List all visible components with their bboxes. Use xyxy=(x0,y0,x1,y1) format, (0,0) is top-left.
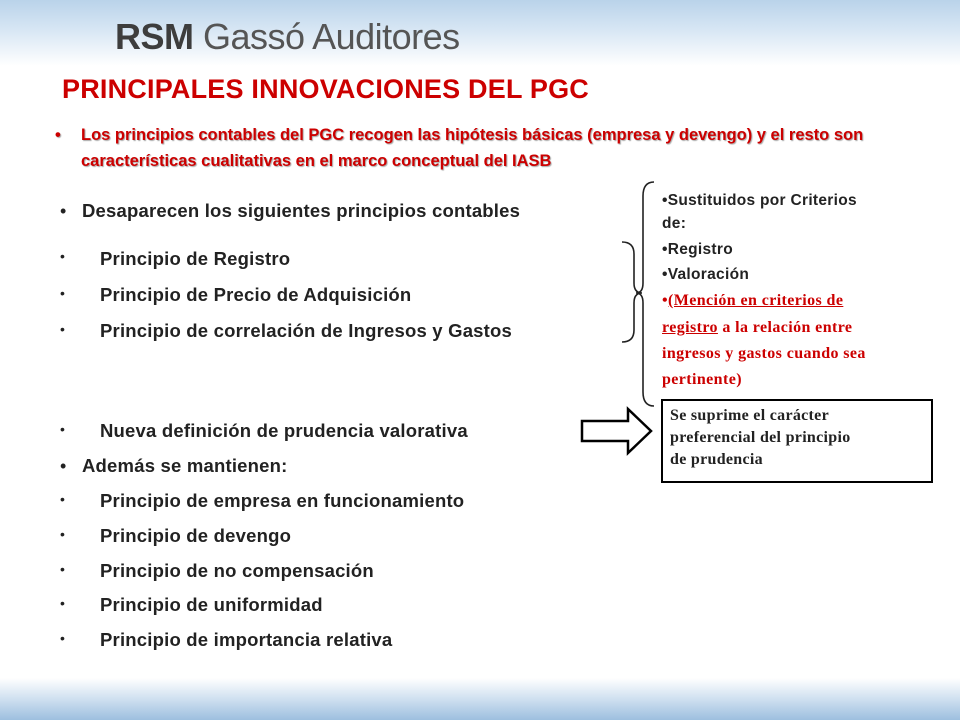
bullet-icon: • xyxy=(60,456,67,476)
bullet-icon: • xyxy=(60,285,65,301)
bullet-icon: • xyxy=(60,595,65,611)
brace-icon xyxy=(636,182,654,406)
prudence-item: Nueva definición de prudencia valorativa xyxy=(100,420,468,441)
side-note-item: •Valoración xyxy=(662,266,750,283)
list-item: Principio de uniformidad xyxy=(100,594,323,615)
side-note-line: de: xyxy=(662,215,687,232)
bullet-icon: • xyxy=(60,421,65,437)
list-item: Principio de Registro xyxy=(100,248,291,269)
side-note-item: •Registro xyxy=(662,241,733,258)
disappear-heading: Desaparecen los siguientes principios contables xyxy=(82,200,521,221)
bullet-icon: • xyxy=(60,526,65,542)
side-note-mention: •(Mención en criterios de xyxy=(662,292,844,309)
side-note-mention: registro a la relación entre xyxy=(662,319,853,336)
list-item: Principio de importancia relativa xyxy=(100,629,393,650)
side-note-mention: pertinente) xyxy=(662,371,742,388)
maintain-heading: Además se mantienen: xyxy=(82,455,288,476)
bullet-icon: • xyxy=(60,201,67,221)
intro-text: Los principios contables del PGC recogen las hipótesis básicas (empresa y devengo) y el resto son características cualitativas en el marco conceptual del IASB xyxy=(81,126,864,170)
list-item: Principio de Precio de Adquisición xyxy=(100,284,412,305)
company-logo: RSM Gassó Auditores xyxy=(115,16,460,57)
list-item: Principio de no compensación xyxy=(100,560,374,581)
list-item: Principio de empresa en funcionamiento xyxy=(100,490,465,511)
bullet-icon: • xyxy=(60,561,65,577)
side-note-line: •Sustituidos por Criterios xyxy=(662,192,857,209)
list-item: Principio de devengo xyxy=(100,525,292,546)
bullet-icon: • xyxy=(60,630,65,646)
arrow-right-icon xyxy=(582,409,651,453)
callout-text: Se suprime el carácter preferencial del principio de prudencia xyxy=(670,407,851,468)
bullet-icon: • xyxy=(60,491,65,507)
side-note-mention: ingresos y gastos cuando sea xyxy=(662,345,866,362)
slide-title: PRINCIPALES INNOVACIONES DEL PGC xyxy=(62,74,589,104)
bullet-icon: • xyxy=(60,248,65,264)
footer-band xyxy=(0,678,960,720)
bullet-icon: • xyxy=(55,126,61,144)
list-item: Principio de correlación de Ingresos y Gastos xyxy=(100,320,513,341)
bullet-icon: • xyxy=(60,321,65,337)
